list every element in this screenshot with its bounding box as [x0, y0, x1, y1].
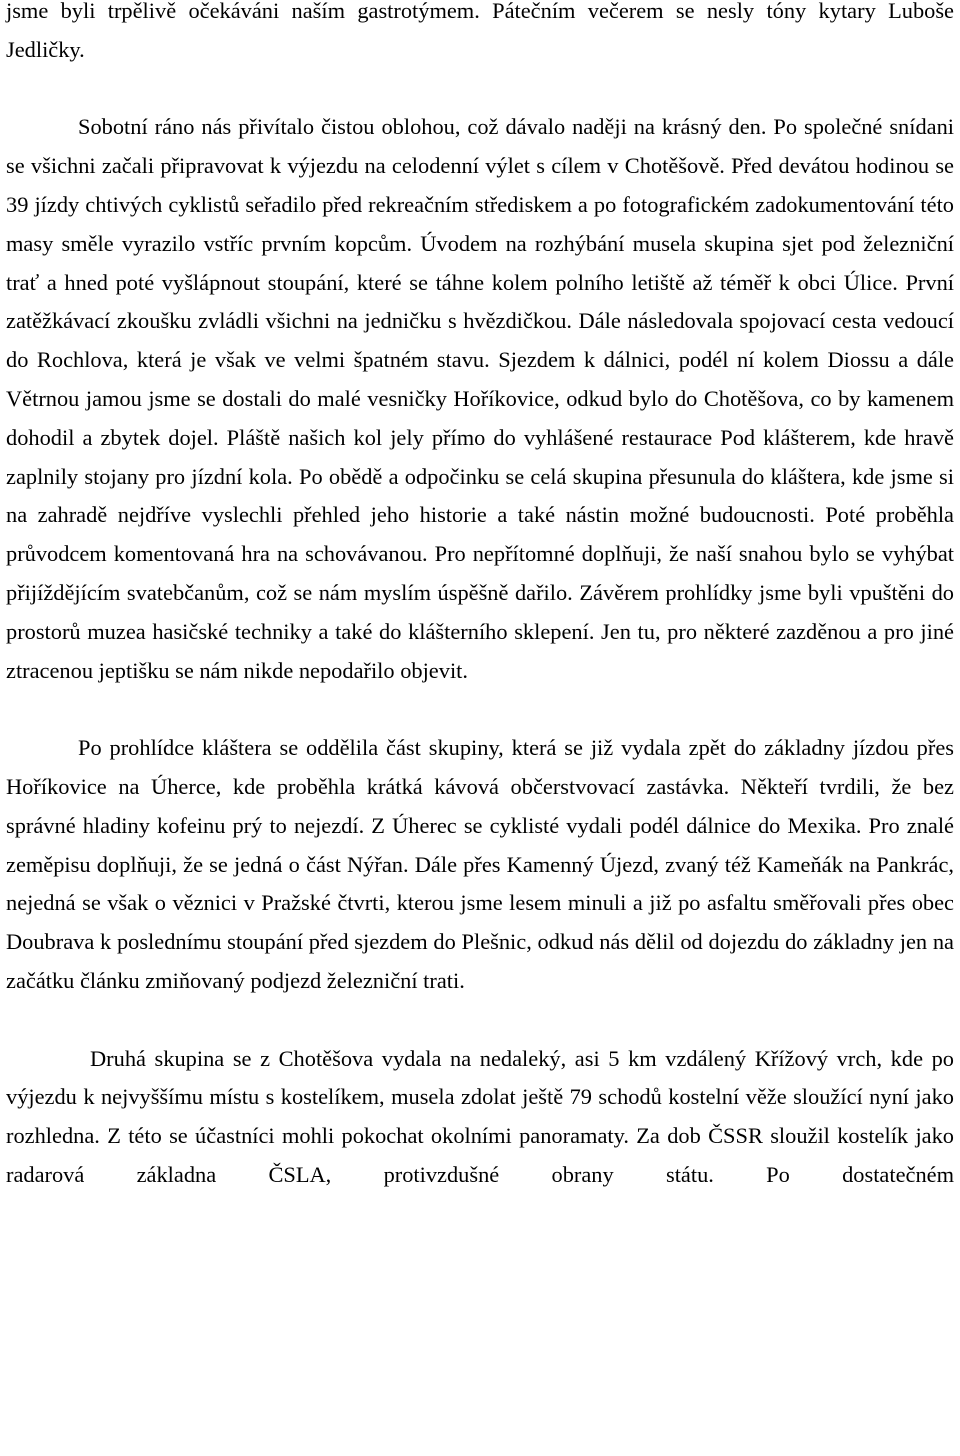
paragraph-text: Sobotní ráno nás přivítalo čistou oblohou, což dávalo naději na krásný den. Po společné snídani se všichni začali připravovat k výjezdu na celodenní výlet s cílem v Chotěšově. Před devátou hodinou se 39 jízdy chtivých cyklistů seřadilo před rekreačním střediskem a po fotografickém zadokumentování této masy směle vyrazilo vstříc prvním kopcům. Úvodem na rozhýbání musela skupina sjet pod železniční trať a hned poté vyšlápnout stoupání, které se táhne kolem polního letiště až téměř k obci Úlice. První zatěžkávací zkoušku zvládli všichni na jedničku s hvězdičkou. Dále následovala spojovací cesta vedoucí do Rochlova, která je však ve velmi špatném stavu. Sjezdem k dálnici, podél ní kolem Diossu a dále Větrnou jamou jsme se dostali do malé vesničky Hoříkovice, odkud bylo do Chotěšova, co by kamenem dohodil a zbytek dojel. Pláště našich kol jely přímo do vyhlášené restaurace Pod klášterem, kde hravě zaplnily stojany pro jízdní kola. Po obědě a odpočinku se celá skupina přesunula do kláštera, kde jsme si na zahradě nejdříve vyslechli přehled jeho historie a také nástin možné budoucnosti. Poté proběhla průvodcem komentovaná hra na schovávanou. Pro nepřítomné doplňuji, že naší snahou bylo se vyhýbat přijíždějícím svatebčanům, což se nám myslím úspěšně dařilo. Závěrem prohlídky jsme byli vpuštěni do prostorů muzea hasičské techniky a také do klášterního sklepení. Jen tu, pro některé zazděnou a pro jiné ztracenou jeptišku se nám nikde nepodařilo objevit.: [6, 114, 954, 683]
paragraph-text: Druhá skupina se z Chotěšova vydala na nedaleký, asi 5 km vzdálený Křížový vrch, kde po výjezdu k nejvyššímu místu s kostelíkem, musela zdolat ještě 79 schodů kostelní věže sloužící nyní jako rozhledna. Z této se účastníci mohli pokochat okolními panoramaty. Za dob ČSSR sloužil kostelík jako radarová základna ČSLA, protivzdušné obrany státu. Po dostatečném: [6, 1045, 954, 1187]
paragraph-text: jsme byli trpělivě očekáváni naším gastrotýmem. Pátečním večerem se nesly tóny kytary Luboše Jedličky.: [6, 0, 954, 62]
paragraph-second-group: [6, 1040, 954, 1195]
document-page: [6, 0, 954, 1195]
paragraph-opening: [6, 0, 954, 70]
paragraph-text: Po prohlídce kláštera se oddělila část skupiny, která se již vydala zpět do základny jízdou přes Hoříkovice na Úherce, kde proběhla krátká kávová občerstvovací zastávka. Někteří tvrdili, že bez správné hladiny kofeinu prý to nejezdí. Z Úherec se cyklisté vydali podél dálnice do Mexika. Pro znalé zeměpisu doplňuji, že se jedná o část Nýřan. Dále přes Kamenný Újezd, zvaný též Kameňák na Pankrác, nejedná se však o věznici v Pražské čtvrti, kterou jsme lesem minuli a již po asfaltu směřovali přes obec Doubrava k poslednímu stoupání před sjezdem do Plešnic, odkud nás dělil od dojezdu do základny jen na začátku článku zmiňovaný podjezd železniční trati.: [6, 735, 954, 993]
paragraph-saturday-trip: [6, 108, 954, 690]
paragraph-first-group: [6, 729, 954, 1001]
